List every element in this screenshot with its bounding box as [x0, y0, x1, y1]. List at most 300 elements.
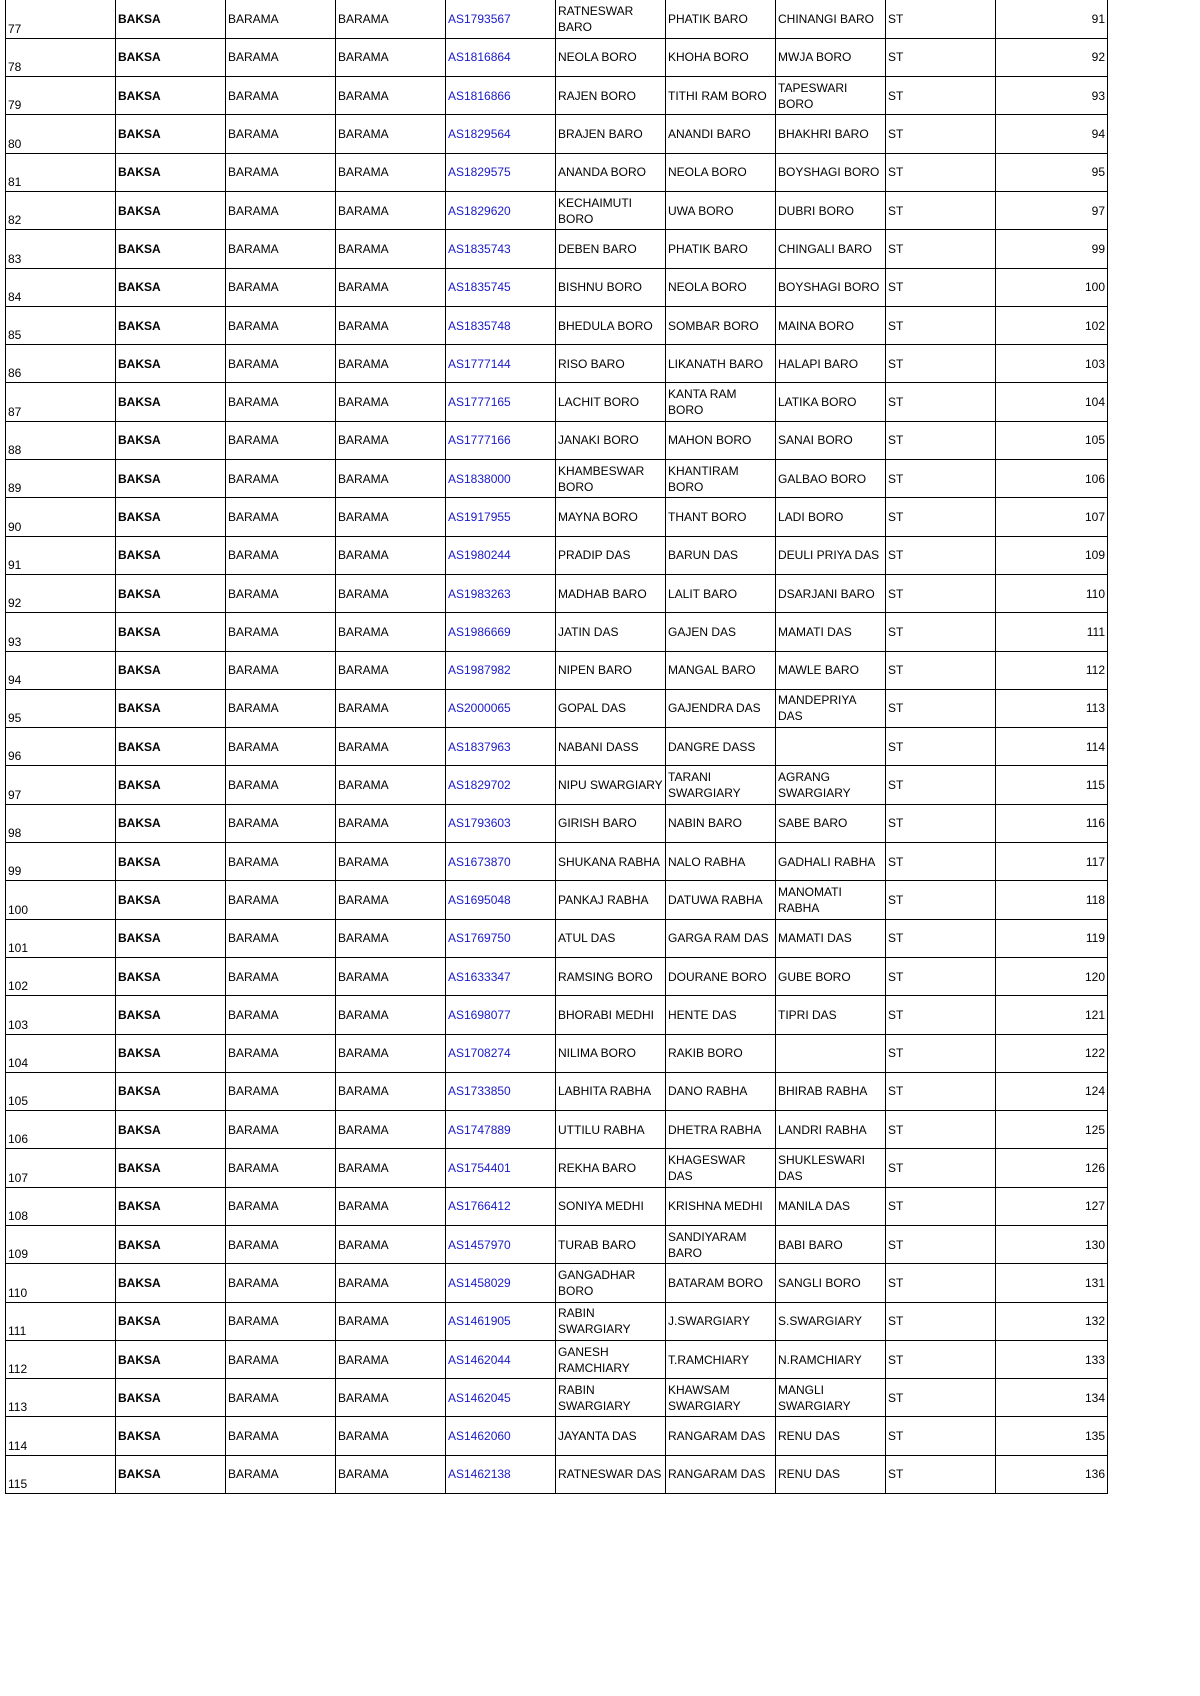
- mother-name-cell: BABI BARO: [776, 1226, 886, 1264]
- beneficiary-name-cell: KHAMBESWAR BORO: [556, 460, 666, 498]
- table-row: [6, 843, 1108, 881]
- registration-id-cell: AS1793603: [446, 804, 556, 842]
- category-cell: ST: [886, 613, 996, 651]
- block-cell: BARAMA: [226, 1149, 336, 1187]
- category-cell: ST: [886, 728, 996, 766]
- beneficiary-name-cell: RAJEN BORO: [556, 77, 666, 115]
- serial-number-cell: 115: [6, 1455, 116, 1493]
- priority-number-cell: 92: [996, 38, 1108, 76]
- beneficiary-name-cell: RATNESWAR DAS: [556, 1455, 666, 1493]
- category-cell: ST: [886, 1187, 996, 1225]
- registration-id-cell: AS1695048: [446, 881, 556, 919]
- registration-id-cell: AS1816864: [446, 38, 556, 76]
- priority-number-cell: 100: [996, 268, 1108, 306]
- table-row: [6, 1111, 1108, 1149]
- gram-panchayat-cell: BARAMA: [336, 153, 446, 191]
- registration-id-cell: AS1747889: [446, 1111, 556, 1149]
- mother-name-cell: BOYSHAGI BORO: [776, 153, 886, 191]
- priority-number-cell: 120: [996, 957, 1108, 995]
- district-cell: BAKSA: [116, 1149, 226, 1187]
- priority-number-cell: 104: [996, 383, 1108, 421]
- priority-number-cell: 134: [996, 1379, 1108, 1417]
- gram-panchayat-cell: BARAMA: [336, 38, 446, 76]
- registration-id-cell: AS1816866: [446, 77, 556, 115]
- priority-number-cell: 132: [996, 1302, 1108, 1340]
- priority-number-cell: 114: [996, 728, 1108, 766]
- serial-number-cell: 97: [6, 766, 116, 804]
- district-cell: BAKSA: [116, 153, 226, 191]
- table-row: [6, 728, 1108, 766]
- category-cell: ST: [886, 1340, 996, 1378]
- gram-panchayat-cell: BARAMA: [336, 1226, 446, 1264]
- registration-id-cell: AS1462045: [446, 1379, 556, 1417]
- category-cell: ST: [886, 498, 996, 536]
- serial-number-cell: 85: [6, 306, 116, 344]
- father-name-cell: GAJEN DAS: [666, 613, 776, 651]
- mother-name-cell: MAMATI DAS: [776, 613, 886, 651]
- serial-number-cell: 88: [6, 421, 116, 459]
- registration-id-cell: AS1829575: [446, 153, 556, 191]
- mother-name-cell: GADHALI RABHA: [776, 843, 886, 881]
- mother-name-cell: BHIRAB RABHA: [776, 1072, 886, 1110]
- priority-number-cell: 130: [996, 1226, 1108, 1264]
- table-row: [6, 957, 1108, 995]
- mother-name-cell: AGRANG SWARGIARY: [776, 766, 886, 804]
- district-cell: BAKSA: [116, 421, 226, 459]
- serial-number-cell: 104: [6, 1034, 116, 1072]
- mother-name-cell: HALAPI BARO: [776, 345, 886, 383]
- father-name-cell: RANGARAM DAS: [666, 1417, 776, 1455]
- table-row: [6, 77, 1108, 115]
- mother-name-cell: LATIKA BORO: [776, 383, 886, 421]
- block-cell: BARAMA: [226, 1034, 336, 1072]
- father-name-cell: T.RAMCHIARY: [666, 1340, 776, 1378]
- father-name-cell: RAKIB BORO: [666, 1034, 776, 1072]
- table-row: [6, 1455, 1108, 1493]
- serial-number-cell: 107: [6, 1149, 116, 1187]
- beneficiary-name-cell: GANGADHAR BORO: [556, 1264, 666, 1302]
- beneficiary-name-cell: ATUL DAS: [556, 919, 666, 957]
- father-name-cell: THANT BORO: [666, 498, 776, 536]
- father-name-cell: RANGARAM DAS: [666, 1455, 776, 1493]
- category-cell: ST: [886, 843, 996, 881]
- block-cell: BARAMA: [226, 1264, 336, 1302]
- priority-number-cell: 110: [996, 574, 1108, 612]
- beneficiary-name-cell: JATIN DAS: [556, 613, 666, 651]
- beneficiary-name-cell: BHORABI MEDHI: [556, 996, 666, 1034]
- district-cell: BAKSA: [116, 191, 226, 229]
- father-name-cell: SANDIYARAM BARO: [666, 1226, 776, 1264]
- priority-number-cell: 121: [996, 996, 1108, 1034]
- gram-panchayat-cell: BARAMA: [336, 1340, 446, 1378]
- table-row: [6, 115, 1108, 153]
- district-cell: BAKSA: [116, 77, 226, 115]
- father-name-cell: KHOHA BORO: [666, 38, 776, 76]
- block-cell: BARAMA: [226, 421, 336, 459]
- block-cell: BARAMA: [226, 0, 336, 38]
- priority-number-cell: 103: [996, 345, 1108, 383]
- father-name-cell: PHATIK BARO: [666, 230, 776, 268]
- gram-panchayat-cell: BARAMA: [336, 345, 446, 383]
- registration-id-cell: AS1633347: [446, 957, 556, 995]
- category-cell: ST: [886, 153, 996, 191]
- district-cell: BAKSA: [116, 345, 226, 383]
- priority-number-cell: 131: [996, 1264, 1108, 1302]
- block-cell: BARAMA: [226, 574, 336, 612]
- serial-number-cell: 102: [6, 957, 116, 995]
- category-cell: ST: [886, 421, 996, 459]
- priority-number-cell: 107: [996, 498, 1108, 536]
- priority-number-cell: 118: [996, 881, 1108, 919]
- district-cell: BAKSA: [116, 498, 226, 536]
- block-cell: BARAMA: [226, 651, 336, 689]
- registration-id-cell: AS1793567: [446, 0, 556, 38]
- category-cell: ST: [886, 38, 996, 76]
- serial-number-cell: 77: [6, 0, 116, 38]
- beneficiary-name-cell: BRAJEN BARO: [556, 115, 666, 153]
- gram-panchayat-cell: BARAMA: [336, 574, 446, 612]
- father-name-cell: LIKANATH BARO: [666, 345, 776, 383]
- category-cell: ST: [886, 1072, 996, 1110]
- gram-panchayat-cell: BARAMA: [336, 919, 446, 957]
- gram-panchayat-cell: BARAMA: [336, 957, 446, 995]
- beneficiary-name-cell: GIRISH BARO: [556, 804, 666, 842]
- category-cell: ST: [886, 1455, 996, 1493]
- father-name-cell: ANANDI BARO: [666, 115, 776, 153]
- registration-id-cell: AS1829564: [446, 115, 556, 153]
- beneficiary-name-cell: DEBEN BARO: [556, 230, 666, 268]
- mother-name-cell: MANILA DAS: [776, 1187, 886, 1225]
- mother-name-cell: N.RAMCHIARY: [776, 1340, 886, 1378]
- table-row: [6, 881, 1108, 919]
- priority-number-cell: 125: [996, 1111, 1108, 1149]
- district-cell: BAKSA: [116, 1264, 226, 1302]
- table-body: [6, 0, 1108, 1494]
- block-cell: BARAMA: [226, 383, 336, 421]
- beneficiary-name-cell: PANKAJ RABHA: [556, 881, 666, 919]
- gram-panchayat-cell: BARAMA: [336, 613, 446, 651]
- father-name-cell: DOURANE BORO: [666, 957, 776, 995]
- gram-panchayat-cell: BARAMA: [336, 881, 446, 919]
- mother-name-cell: MANDEPRIYA DAS: [776, 689, 886, 727]
- priority-number-cell: 116: [996, 804, 1108, 842]
- block-cell: BARAMA: [226, 996, 336, 1034]
- category-cell: ST: [886, 345, 996, 383]
- father-name-cell: PHATIK BARO: [666, 0, 776, 38]
- father-name-cell: NEOLA BORO: [666, 268, 776, 306]
- registration-id-cell: AS1462044: [446, 1340, 556, 1378]
- table-row: [6, 689, 1108, 727]
- father-name-cell: MANGAL BARO: [666, 651, 776, 689]
- mother-name-cell: LADI BORO: [776, 498, 886, 536]
- table-row: [6, 536, 1108, 574]
- mother-name-cell: RENU DAS: [776, 1455, 886, 1493]
- beneficiary-name-cell: GOPAL DAS: [556, 689, 666, 727]
- table-row: [6, 498, 1108, 536]
- table-row: [6, 1379, 1108, 1417]
- gram-panchayat-cell: BARAMA: [336, 0, 446, 38]
- father-name-cell: SOMBAR BORO: [666, 306, 776, 344]
- priority-number-cell: 133: [996, 1340, 1108, 1378]
- block-cell: BARAMA: [226, 689, 336, 727]
- category-cell: ST: [886, 881, 996, 919]
- table-row: [6, 38, 1108, 76]
- father-name-cell: BARUN DAS: [666, 536, 776, 574]
- block-cell: BARAMA: [226, 881, 336, 919]
- priority-number-cell: 117: [996, 843, 1108, 881]
- category-cell: ST: [886, 383, 996, 421]
- district-cell: BAKSA: [116, 38, 226, 76]
- serial-number-cell: 83: [6, 230, 116, 268]
- gram-panchayat-cell: BARAMA: [336, 1034, 446, 1072]
- gram-panchayat-cell: BARAMA: [336, 77, 446, 115]
- serial-number-cell: 113: [6, 1379, 116, 1417]
- table-row: [6, 996, 1108, 1034]
- serial-number-cell: 78: [6, 38, 116, 76]
- beneficiary-name-cell: SONIYA MEDHI: [556, 1187, 666, 1225]
- priority-number-cell: 102: [996, 306, 1108, 344]
- gram-panchayat-cell: BARAMA: [336, 230, 446, 268]
- beneficiary-name-cell: JAYANTA DAS: [556, 1417, 666, 1455]
- father-name-cell: BATARAM BORO: [666, 1264, 776, 1302]
- block-cell: BARAMA: [226, 1072, 336, 1110]
- beneficiary-name-cell: RAMSING BORO: [556, 957, 666, 995]
- gram-panchayat-cell: BARAMA: [336, 651, 446, 689]
- priority-number-cell: 106: [996, 460, 1108, 498]
- category-cell: ST: [886, 306, 996, 344]
- district-cell: BAKSA: [116, 460, 226, 498]
- table-row: [6, 345, 1108, 383]
- district-cell: BAKSA: [116, 1417, 226, 1455]
- block-cell: BARAMA: [226, 1379, 336, 1417]
- registration-id-cell: AS1777165: [446, 383, 556, 421]
- registration-id-cell: AS1980244: [446, 536, 556, 574]
- beneficiary-name-cell: RATNESWAR BARO: [556, 0, 666, 38]
- beneficiary-name-cell: PRADIP DAS: [556, 536, 666, 574]
- registration-id-cell: AS1462060: [446, 1417, 556, 1455]
- mother-name-cell: RENU DAS: [776, 1417, 886, 1455]
- block-cell: BARAMA: [226, 306, 336, 344]
- category-cell: ST: [886, 268, 996, 306]
- block-cell: BARAMA: [226, 345, 336, 383]
- registration-id-cell: AS1829702: [446, 766, 556, 804]
- district-cell: BAKSA: [116, 613, 226, 651]
- district-cell: BAKSA: [116, 804, 226, 842]
- block-cell: BARAMA: [226, 498, 336, 536]
- table-row: [6, 574, 1108, 612]
- serial-number-cell: 106: [6, 1111, 116, 1149]
- block-cell: BARAMA: [226, 728, 336, 766]
- registration-id-cell: AS1986669: [446, 613, 556, 651]
- serial-number-cell: 101: [6, 919, 116, 957]
- mother-name-cell: BOYSHAGI BORO: [776, 268, 886, 306]
- serial-number-cell: 99: [6, 843, 116, 881]
- district-cell: BAKSA: [116, 536, 226, 574]
- beneficiary-name-cell: LABHITA RABHA: [556, 1072, 666, 1110]
- registration-id-cell: AS1462138: [446, 1455, 556, 1493]
- mother-name-cell: TIPRI DAS: [776, 996, 886, 1034]
- registration-id-cell: AS1829620: [446, 191, 556, 229]
- serial-number-cell: 91: [6, 536, 116, 574]
- father-name-cell: MAHON BORO: [666, 421, 776, 459]
- block-cell: BARAMA: [226, 268, 336, 306]
- block-cell: BARAMA: [226, 957, 336, 995]
- beneficiary-name-cell: KECHAIMUTI BORO: [556, 191, 666, 229]
- district-cell: BAKSA: [116, 306, 226, 344]
- district-cell: BAKSA: [116, 919, 226, 957]
- priority-number-cell: 94: [996, 115, 1108, 153]
- district-cell: BAKSA: [116, 0, 226, 38]
- serial-number-cell: 82: [6, 191, 116, 229]
- mother-name-cell: GUBE BORO: [776, 957, 886, 995]
- beneficiary-name-cell: REKHA BARO: [556, 1149, 666, 1187]
- priority-number-cell: 111: [996, 613, 1108, 651]
- gram-panchayat-cell: BARAMA: [336, 498, 446, 536]
- district-cell: BAKSA: [116, 1111, 226, 1149]
- district-cell: BAKSA: [116, 843, 226, 881]
- table-row: [6, 191, 1108, 229]
- priority-number-cell: 119: [996, 919, 1108, 957]
- category-cell: ST: [886, 191, 996, 229]
- serial-number-cell: 79: [6, 77, 116, 115]
- mother-name-cell: CHINGALI BARO: [776, 230, 886, 268]
- priority-number-cell: 113: [996, 689, 1108, 727]
- priority-number-cell: 95: [996, 153, 1108, 191]
- registration-id-cell: AS1457970: [446, 1226, 556, 1264]
- district-cell: BAKSA: [116, 957, 226, 995]
- district-cell: BAKSA: [116, 383, 226, 421]
- priority-number-cell: 127: [996, 1187, 1108, 1225]
- serial-number-cell: 105: [6, 1072, 116, 1110]
- registration-id-cell: AS1708274: [446, 1034, 556, 1072]
- block-cell: BARAMA: [226, 38, 336, 76]
- category-cell: ST: [886, 651, 996, 689]
- serial-number-cell: 96: [6, 728, 116, 766]
- beneficiary-name-cell: SHUKANA RABHA: [556, 843, 666, 881]
- registration-id-cell: AS1461905: [446, 1302, 556, 1340]
- serial-number-cell: 84: [6, 268, 116, 306]
- beneficiary-name-cell: NIPEN BARO: [556, 651, 666, 689]
- table-row: [6, 383, 1108, 421]
- mother-name-cell: MAINA BORO: [776, 306, 886, 344]
- father-name-cell: LALIT BARO: [666, 574, 776, 612]
- table-row: [6, 919, 1108, 957]
- category-cell: ST: [886, 689, 996, 727]
- table-row: [6, 1149, 1108, 1187]
- table-row: [6, 460, 1108, 498]
- beneficiary-name-cell: JANAKI BORO: [556, 421, 666, 459]
- district-cell: BAKSA: [116, 1072, 226, 1110]
- serial-number-cell: 95: [6, 689, 116, 727]
- beneficiary-name-cell: GANESH RAMCHIARY: [556, 1340, 666, 1378]
- registration-id-cell: AS2000065: [446, 689, 556, 727]
- table-row: [6, 306, 1108, 344]
- registration-id-cell: AS1917955: [446, 498, 556, 536]
- serial-number-cell: 89: [6, 460, 116, 498]
- table-row: [6, 1034, 1108, 1072]
- priority-number-cell: 105: [996, 421, 1108, 459]
- father-name-cell: UWA BORO: [666, 191, 776, 229]
- block-cell: BARAMA: [226, 1226, 336, 1264]
- district-cell: BAKSA: [116, 766, 226, 804]
- district-cell: BAKSA: [116, 1226, 226, 1264]
- block-cell: BARAMA: [226, 115, 336, 153]
- district-cell: BAKSA: [116, 574, 226, 612]
- priority-number-cell: 112: [996, 651, 1108, 689]
- mother-name-cell: CHINANGI BARO: [776, 0, 886, 38]
- registration-id-cell: AS1769750: [446, 919, 556, 957]
- registration-id-cell: AS1698077: [446, 996, 556, 1034]
- beneficiary-name-cell: NIPU SWARGIARY: [556, 766, 666, 804]
- serial-number-cell: 110: [6, 1264, 116, 1302]
- registration-id-cell: AS1766412: [446, 1187, 556, 1225]
- priority-number-cell: 99: [996, 230, 1108, 268]
- mother-name-cell: [776, 728, 886, 766]
- beneficiary-name-cell: MADHAB BARO: [556, 574, 666, 612]
- registration-id-cell: AS1837963: [446, 728, 556, 766]
- district-cell: BAKSA: [116, 1340, 226, 1378]
- priority-number-cell: 91: [996, 0, 1108, 38]
- mother-name-cell: MAMATI DAS: [776, 919, 886, 957]
- district-cell: BAKSA: [116, 1034, 226, 1072]
- serial-number-cell: 94: [6, 651, 116, 689]
- gram-panchayat-cell: BARAMA: [336, 115, 446, 153]
- gram-panchayat-cell: BARAMA: [336, 421, 446, 459]
- table-row: [6, 421, 1108, 459]
- registration-id-cell: AS1777144: [446, 345, 556, 383]
- table-row: [6, 1226, 1108, 1264]
- block-cell: BARAMA: [226, 804, 336, 842]
- father-name-cell: DANO RABHA: [666, 1072, 776, 1110]
- father-name-cell: KANTA RAM BORO: [666, 383, 776, 421]
- mother-name-cell: [776, 1034, 886, 1072]
- mother-name-cell: MANOMATI RABHA: [776, 881, 886, 919]
- mother-name-cell: DEULI PRIYA DAS: [776, 536, 886, 574]
- block-cell: BARAMA: [226, 230, 336, 268]
- category-cell: ST: [886, 115, 996, 153]
- gram-panchayat-cell: BARAMA: [336, 191, 446, 229]
- registration-id-cell: AS1754401: [446, 1149, 556, 1187]
- serial-number-cell: 81: [6, 153, 116, 191]
- district-cell: BAKSA: [116, 1379, 226, 1417]
- gram-panchayat-cell: BARAMA: [336, 996, 446, 1034]
- beneficiary-name-cell: NABANI DASS: [556, 728, 666, 766]
- father-name-cell: DHETRA RABHA: [666, 1111, 776, 1149]
- gram-panchayat-cell: BARAMA: [336, 804, 446, 842]
- table-row: [6, 153, 1108, 191]
- mother-name-cell: MANGLI SWARGIARY: [776, 1379, 886, 1417]
- district-cell: BAKSA: [116, 1187, 226, 1225]
- serial-number-cell: 80: [6, 115, 116, 153]
- father-name-cell: DATUWA RABHA: [666, 881, 776, 919]
- district-cell: BAKSA: [116, 115, 226, 153]
- gram-panchayat-cell: BARAMA: [336, 1072, 446, 1110]
- priority-number-cell: 115: [996, 766, 1108, 804]
- block-cell: BARAMA: [226, 1417, 336, 1455]
- district-cell: BAKSA: [116, 268, 226, 306]
- block-cell: BARAMA: [226, 1455, 336, 1493]
- category-cell: ST: [886, 766, 996, 804]
- serial-number-cell: 98: [6, 804, 116, 842]
- serial-number-cell: 111: [6, 1302, 116, 1340]
- table-row: [6, 0, 1108, 38]
- beneficiary-name-cell: UTTILU RABHA: [556, 1111, 666, 1149]
- beneficiary-table: [5, 0, 1107, 1494]
- category-cell: ST: [886, 996, 996, 1034]
- serial-number-cell: 92: [6, 574, 116, 612]
- district-cell: BAKSA: [116, 689, 226, 727]
- father-name-cell: GAJENDRA DAS: [666, 689, 776, 727]
